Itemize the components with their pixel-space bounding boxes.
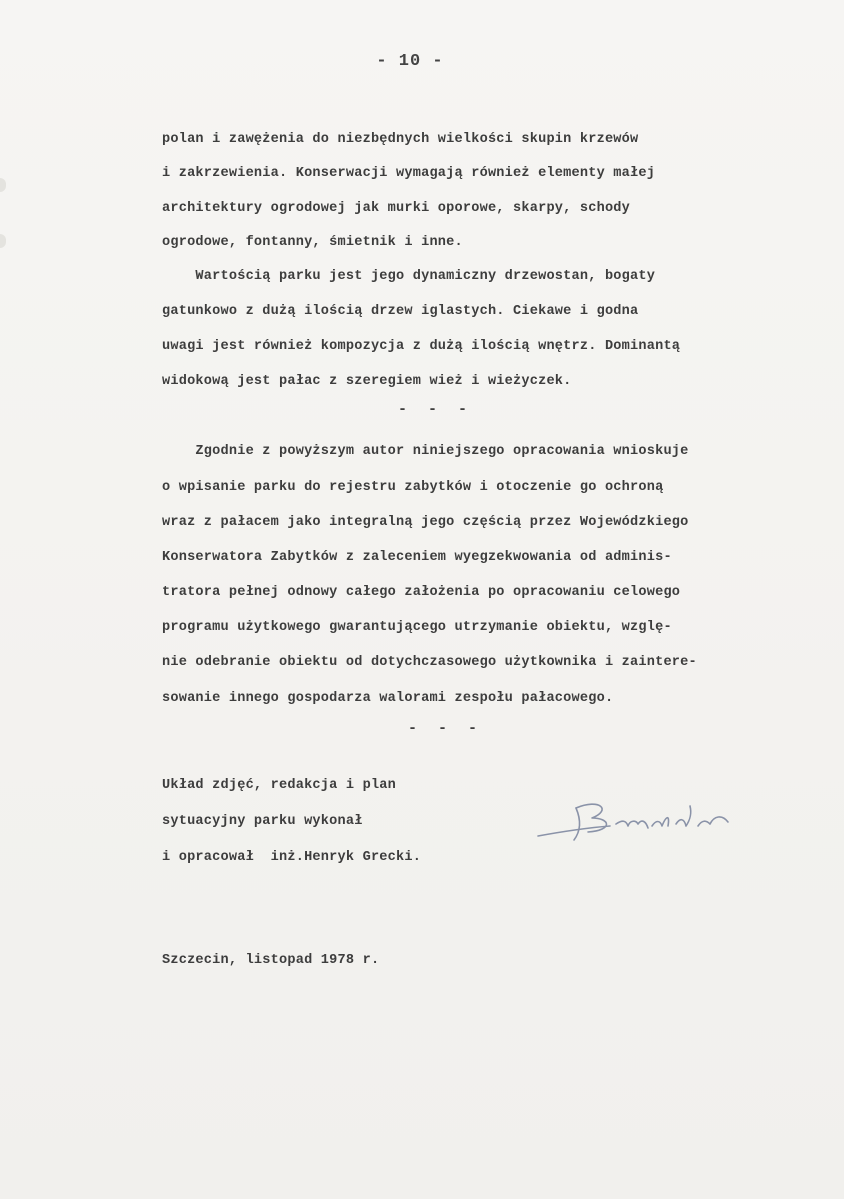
paragraph-line: Wartością parku jest jego dynamiczny drzewostan, bogaty bbox=[162, 269, 656, 284]
paragraph-line: tratora pełnej odnowy całego założenia po opracowaniu celowego bbox=[162, 585, 681, 600]
paragraph-line: nie odebranie obiektu od dotychczasowego użytkownika i zaintere- bbox=[162, 655, 697, 670]
paragraph-line: Zgodnie z powyższym autor niniejszego opracowania wnioskuje bbox=[162, 444, 689, 459]
paragraph-line: widokową jest pałac z szeregiem wież i wieżyczek. bbox=[162, 374, 572, 389]
paragraph-line: programu użytkowego gwarantującego utrzymanie obiektu, wzglę- bbox=[162, 620, 672, 635]
paragraph-line: ogrodowe, fontanny, śmietnik i inne. bbox=[162, 235, 463, 250]
credits-line: Układ zdjęć, redakcja i plan bbox=[162, 778, 397, 793]
paragraph-line: wraz z pałacem jako integralną jego częścią przez Wojewódzkiego bbox=[162, 515, 689, 530]
paragraph-line: o wpisanie parku do rejestru zabytków i otoczenie go ochroną bbox=[162, 480, 664, 495]
section-separator: - - - bbox=[398, 401, 474, 418]
section-separator: - - - bbox=[408, 720, 484, 737]
paragraph-line: i zakrzewienia. Konserwacji wymagają również elementy małej bbox=[162, 166, 656, 181]
paragraph-line: Konserwatora Zabytków z zaleceniem wyegzekwowania od adminis- bbox=[162, 550, 672, 565]
paragraph-line: uwagi jest również kompozycja z dużą ilością wnętrz. Dominantą bbox=[162, 339, 681, 354]
paragraph-line: sowanie innego gospodarza walorami zespołu pałacowego. bbox=[162, 691, 614, 706]
punch-hole-mark bbox=[0, 178, 6, 192]
paragraph-line: polan i zawężenia do niezbędnych wielkości skupin krzewów bbox=[162, 132, 639, 147]
punch-hole-mark bbox=[0, 234, 6, 248]
handwritten-signature bbox=[530, 792, 770, 852]
paragraph-line: architektury ogrodowej jak murki oporowe, skarpy, schody bbox=[162, 201, 631, 216]
paragraph-line: gatunkowo z dużą ilością drzew iglastych. Ciekawe i godna bbox=[162, 304, 639, 319]
page-number: - 10 - bbox=[376, 52, 444, 71]
credits-line: i opracował inż.Henryk Grecki. bbox=[162, 850, 422, 865]
place-and-date: Szczecin, listopad 1978 r. bbox=[162, 953, 380, 968]
credits-line: sytuacyjny parku wykonał bbox=[162, 814, 363, 829]
